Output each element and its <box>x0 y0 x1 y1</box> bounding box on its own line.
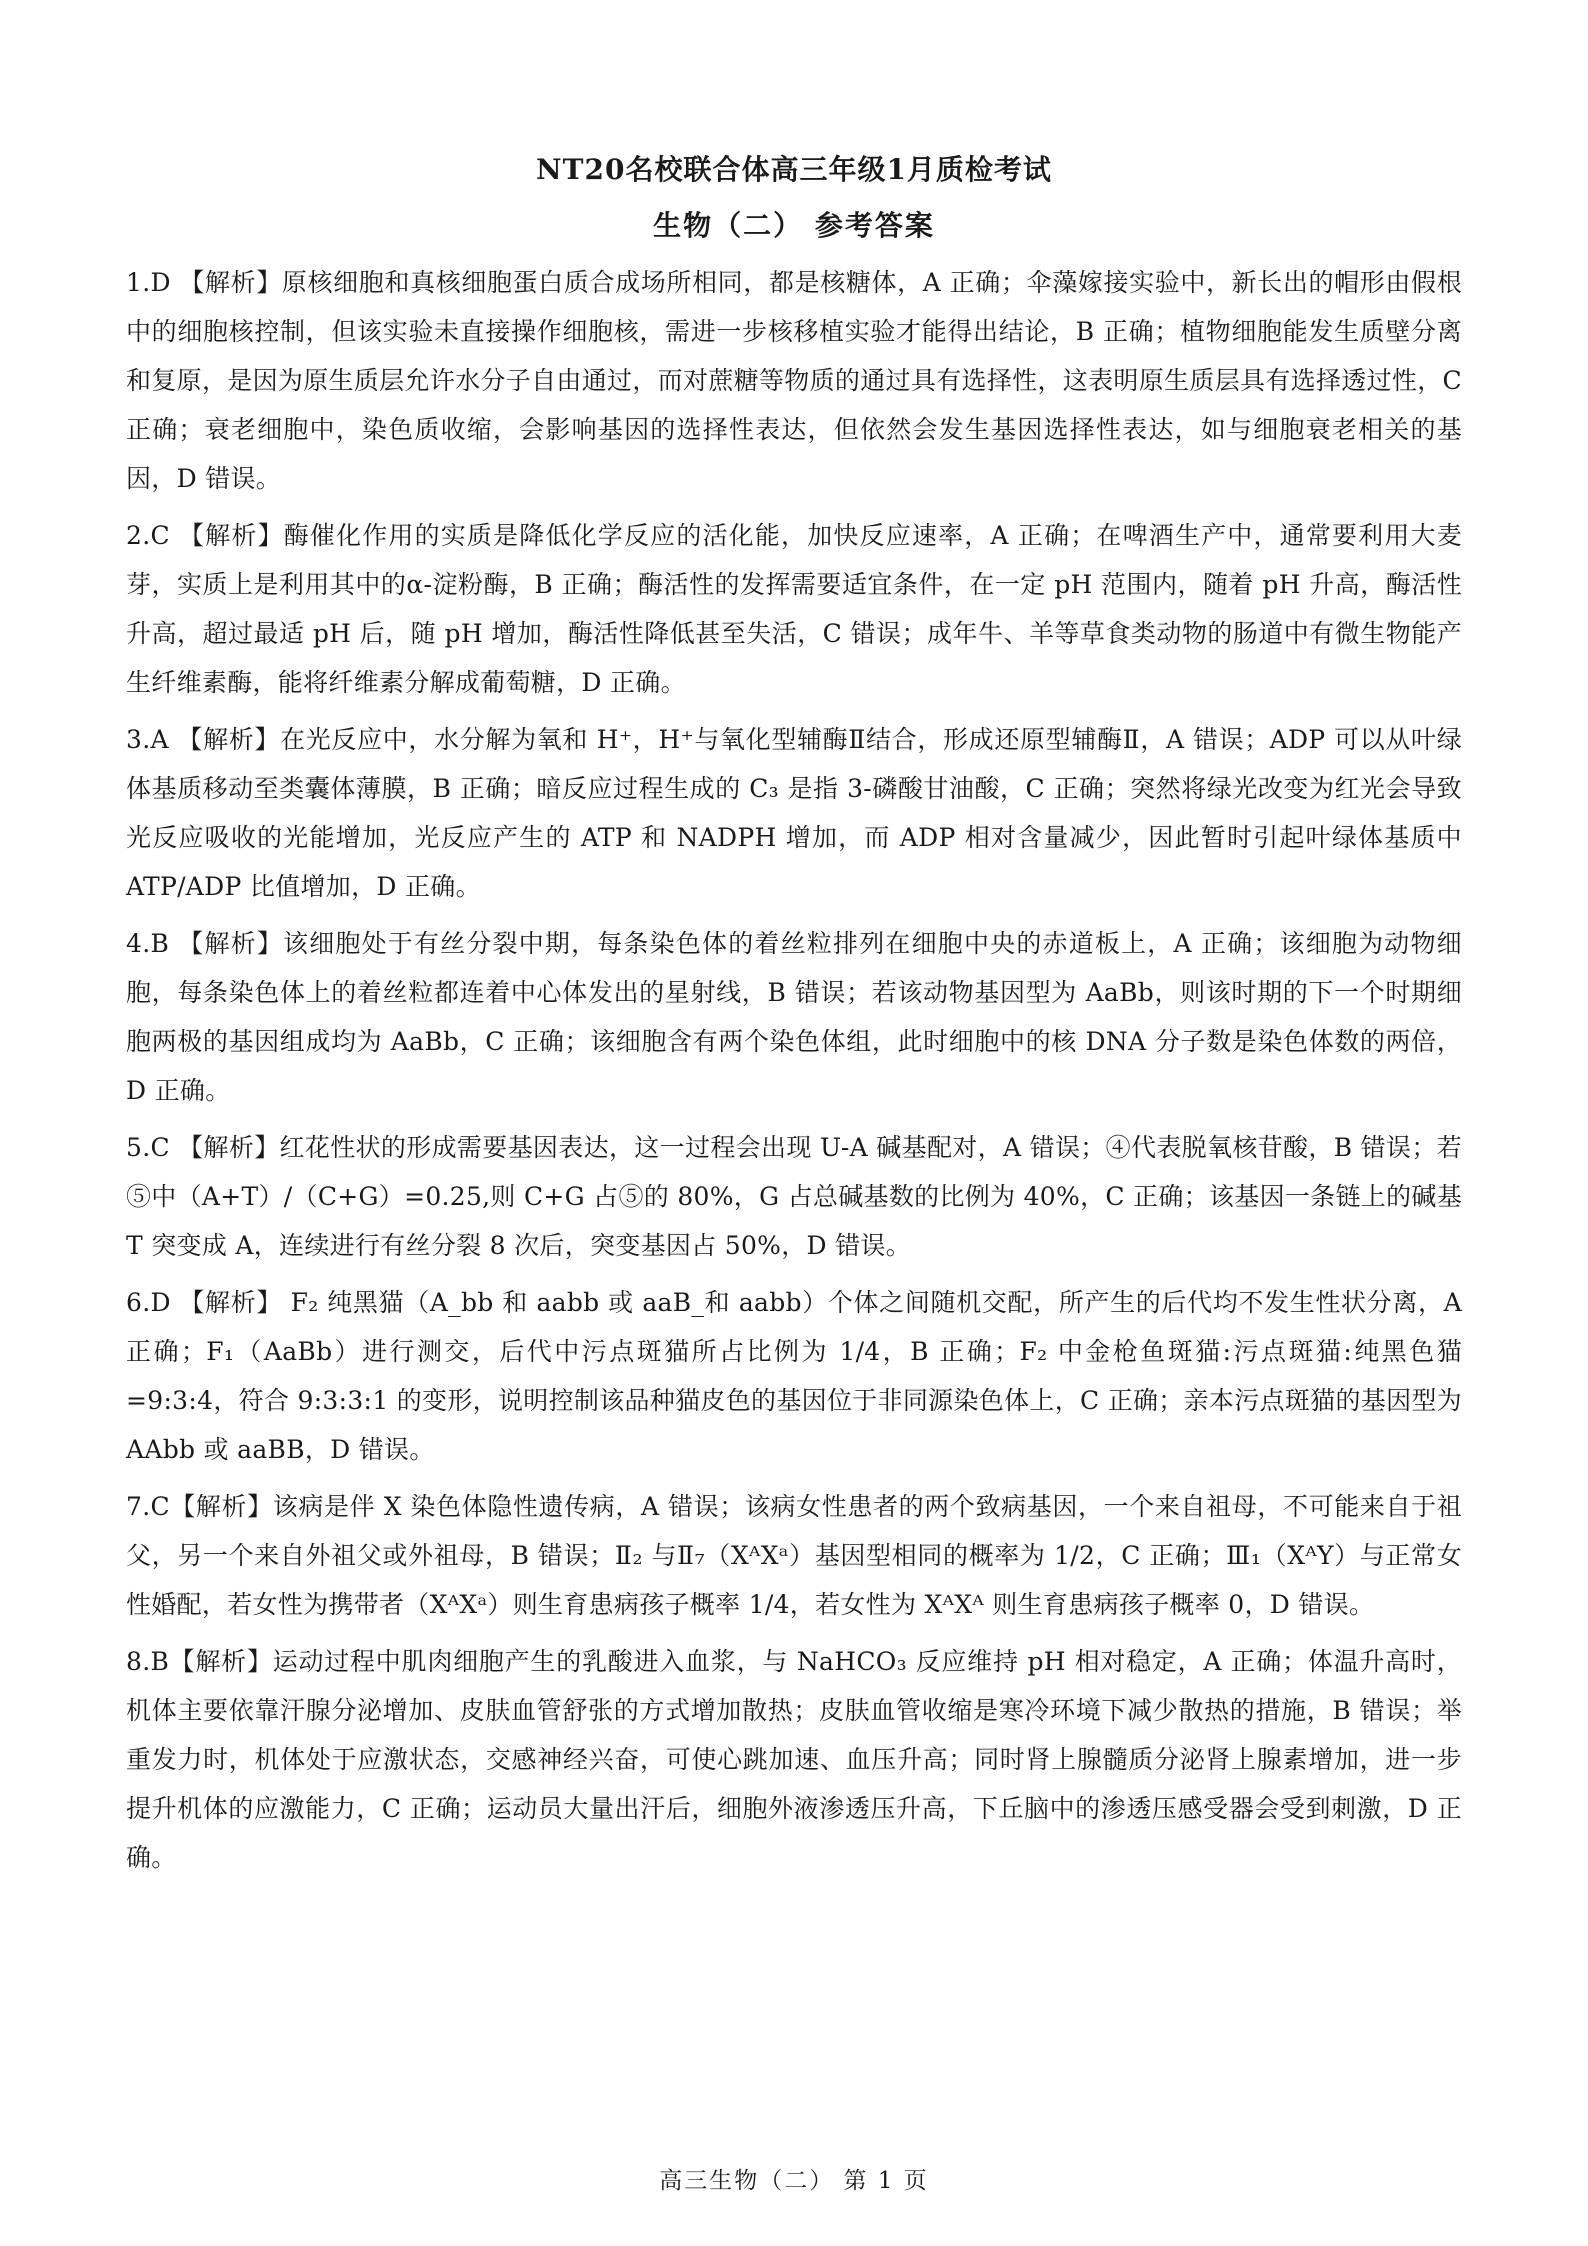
page-subtitle: 生物（二） 参考答案 <box>653 209 935 242</box>
answer-item-5: 5.C 【解析】红花性状的形成需要基因表达，这一过程会出现 U-A 碱基配对，A 错误；④代表脱氧核苷酸，B 错误；若⑤中（A+T）/（C+G）=0.25,则 C+G 占⑤的 80%，G 占总碱基数的比例为 40%，C 正确；该基因一条链上的碱基 T 突变成 A，连续进行有丝分裂 8 次后，突变基因占 50%，D 错误。 <box>126 1133 1462 1260</box>
answer-item-7: 7.C【解析】该病是伴 X 染色体隐性遗传病，A 错误；该病女性患者的两个致病基因，一个来自祖母，不可能来自于祖父，另一个来自外祖父或外祖母，B 错误；Ⅱ₂ 与Ⅱ₇（XᴬXᵃ）基因型相同的概率为 1/2，C 正确；Ⅲ₁（XᴬY）与正常女性婚配，若女性为携带者（XᴬXᵃ）则生育患病孩子概率 1/4，若女性为 XᴬXᴬ 则生育患病孩子概率 0，D 错误。 <box>126 1492 1462 1619</box>
answer-item-2: 2.C 【解析】酶催化作用的实质是降低化学反应的活化能，加快反应速率，A 正确；在啤酒生产中，通常要利用大麦芽，实质上是利用其中的α-淀粉酶，B 正确；酶活性的发挥需要适宜条件，在一定 pH 范围内，随着 pH 升高，酶活性升高，超过最适 pH 后，随 pH 增加，酶活性降低甚至失活，C 错误；成年牛、羊等草食类动物的肠道中有微生物能产生纤维素酶，能将纤维素分解成葡萄糖，D 正确。 <box>126 521 1462 697</box>
answer-list <box>126 258 1462 1890</box>
answer-item-3: 3.A 【解析】在光反应中，水分解为氧和 H⁺，H⁺与氧化型辅酶Ⅱ结合，形成还原型辅酶Ⅱ，A 错误；ADP 可以从叶绿体基质移动至类囊体薄膜，B 正确；暗反应过程生成的 C₃ 是指 3-磷酸甘油酸，C 正确；突然将绿光改变为红光会导致光反应吸收的光能增加，光反应产生的 ATP 和 NADPH 增加，而 ADP 相对含量减少，因此暂时引起叶绿体基质中 ATP/ADP 比值增加，D 正确。 <box>126 725 1462 901</box>
page-footer: 高三生物（二） 第 1 页 <box>659 2168 929 2194</box>
answer-item-8: 8.B【解析】运动过程中肌肉细胞产生的乳酸进入血浆，与 NaHCO₃ 反应维持 pH 相对稳定，A 正确；体温升高时，机体主要依靠汗腺分泌增加、皮肤血管舒张的方式增加散热；皮肤血管收缩是寒冷环境下减少散热的措施，B 错误；举重发力时，机体处于应激状态，交感神经兴奋，可使心跳加速、血压升高；同时肾上腺髓质分泌肾上腺素增加，进一步提升机体的应激能力，C 正确；运动员大量出汗后，细胞外液渗透压升高，下丘脑中的渗透压感受器会受到刺激，D 正确。 <box>126 1647 1462 1872</box>
answer-item-4: 4.B 【解析】该细胞处于有丝分裂中期，每条染色体的着丝粒排列在细胞中央的赤道板上，A 正确；该细胞为动物细胞，每条染色体上的着丝粒都连着中心体发出的星射线，B 错误；若该动物基因型为 AaBb，则该时期的下一个时期细胞两极的基因组成均为 AaBb，C 正确；该细胞含有两个染色体组，此时细胞中的核 DNA 分子数是染色体数的两倍，D 正确。 <box>126 929 1462 1105</box>
page-title: NT20名校联合体高三年级1月质检考试 <box>536 153 1052 186</box>
answer-item-6: 6.D 【解析】 F₂ 纯黑猫（A_bb 和 aabb 或 aaB_和 aabb）个体之间随机交配，所产生的后代均不发生性状分离，A 正确；F₁（AaBb）进行测交，后代中污点斑猫所占比例为 1/4，B 正确；F₂ 中金枪鱼斑猫:污点斑猫:纯黑色猫=9:3:4，符合 9:3:3:1 的变形，说明控制该品种猫皮色的基因位于非同源染色体上，C 正确；亲本污点斑猫的基因型为 AAbb 或 aaBB，D 错误。 <box>126 1288 1462 1464</box>
answer-item-1: 1.D 【解析】原核细胞和真核细胞蛋白质合成场所相同，都是核糖体，A 正确；伞藻嫁接实验中，新长出的帽形由假根中的细胞核控制，但该实验未直接操作细胞核，需进一步核移植实验才能得出结论，B 正确；植物细胞能发生质壁分离和复原，是因为原生质层允许水分子自由通过，而对蔗糖等物质的通过具有选择性，这表明原生质层具有选择透过性，C 正确；衰老细胞中，染色质收缩，会影响基因的选择性表达，但依然会发生基因选择性表达，如与细胞衰老相关的基因，D 错误。 <box>126 268 1462 493</box>
